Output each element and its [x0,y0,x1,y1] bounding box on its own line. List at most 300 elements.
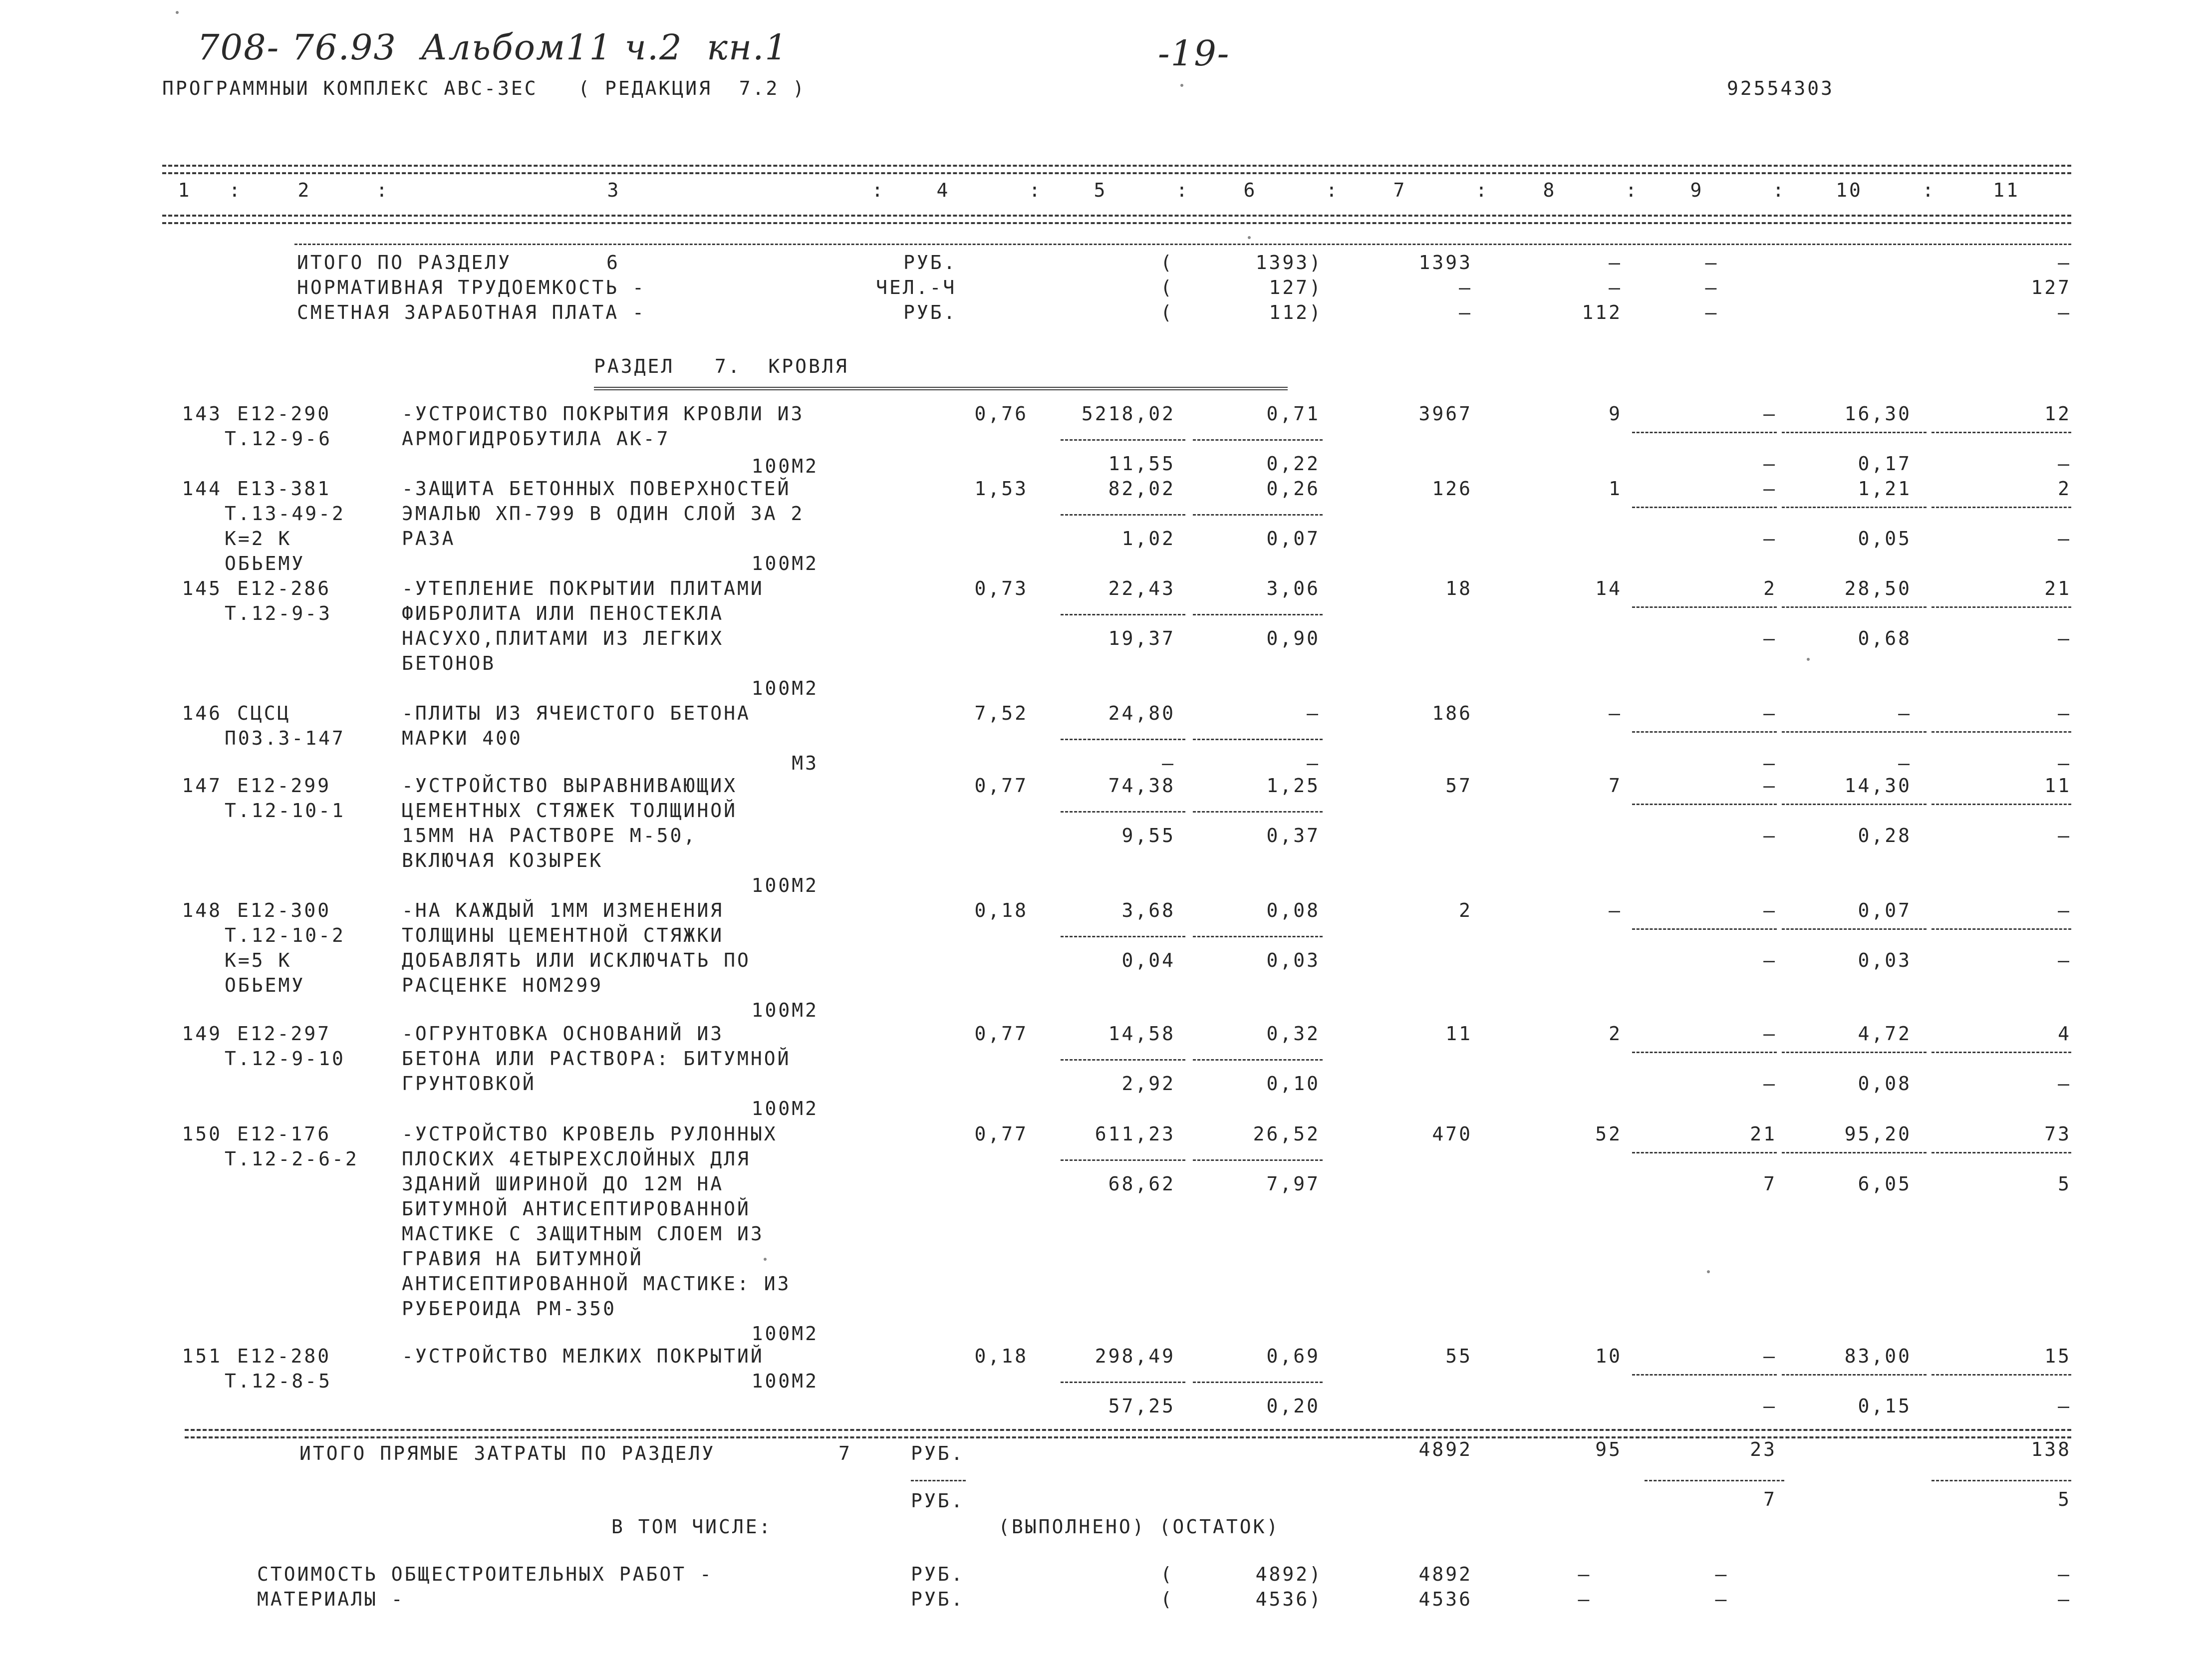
row-col5-total: 22,43 [1108,577,1175,599]
breakdown-col8: – [1578,1588,1592,1610]
column-separator: : [376,179,390,201]
header-rule-top [162,165,2071,167]
row-col7: 2 [1459,899,1472,921]
breakdown-col11: – [2058,1563,2071,1585]
row-code: Т.12-9-3 [225,602,332,624]
column-separator: : [1176,179,1190,201]
row-col11-wages: – [2058,528,2071,550]
scan-speck [764,1258,767,1261]
row-col10-wages: 0,17 [1858,453,1912,475]
scan-speck [1180,84,1183,87]
row-number: 148 [182,899,222,921]
row-unit: М3 [792,752,819,774]
column-number-8: 8 [1543,179,1557,201]
row-col5-wages: 1,02 [1121,528,1175,550]
row-description: ВКЛЮЧАЯ КОЗЫРЕК [402,849,603,871]
row-divider [1782,1374,1927,1376]
row-description: 15ММ НА РАСТВОРЕ М-50, [402,825,697,846]
row-number: 144 [182,478,222,500]
row-description: БЕТОНОВ [402,652,496,674]
totals-rule-top-2 [185,1436,2071,1438]
row-description: ТОЛЩИНЫ ЦЕМЕНТНОЙ СТЯЖКИ [402,924,724,946]
row-col6-wages: 0,20 [1266,1395,1320,1417]
column-separator: : [1475,179,1489,201]
row-code: Е12-280 [237,1345,331,1367]
direct-total-col7: 4892 [1418,1438,1472,1460]
row-description: -НА КАЖДЫЙ 1ММ ИЗМЕНЕНИЯ [402,899,724,921]
row-col11-wages: – [2058,627,2071,649]
row-divider [1061,614,1185,615]
row-col11-wages: – [2058,825,2071,846]
row-quantity: 0,76 [974,403,1028,425]
row-divider [1632,432,1777,433]
row-col5-total: 74,38 [1108,775,1175,797]
row-description: ГРАВИЯ НА БИТУМНОЙ [402,1248,643,1270]
header-rule-top-2 [162,172,2071,174]
column-number-10: 10 [1836,179,1863,201]
breakdown-col9: – [1715,1588,1729,1610]
row-description: ПЛОСКИХ 4ЕТЫРЕХСЛОЙНЫХ ДЛЯ [402,1148,751,1170]
row-description: ЗДАНИЙ ШИРИНОЙ ДО 12М НА [402,1173,724,1195]
row-divider [1061,739,1185,740]
row-col10-total: 0,07 [1858,899,1912,921]
row-description: -ЗАЩИТА БЕТОННЫХ ПОВЕРХНОСТЕЙ [402,478,791,500]
row-divider [1632,928,1777,930]
row-description: -УСТРОЙСТВО ВЫРАВНИВАЮЩИХ [402,775,737,797]
row-divider [1632,1052,1777,1053]
row-col10-total: 4,72 [1858,1023,1912,1045]
row-description: ГРУНТОВКОЙ [402,1073,536,1095]
row-description: -ОГРУНТОВКА ОСНОВАНИЙ ИЗ [402,1023,724,1045]
row-col11-total: 15 [2044,1345,2071,1367]
row-divider [1061,1159,1185,1161]
breakdown-col9: – [1715,1563,1729,1585]
row-col11-wages: 5 [2058,1173,2071,1195]
row-code: ОБЬЕМУ [225,553,305,574]
row-col5-total: 298,49 [1095,1345,1175,1367]
prev-total-col9: – [1705,301,1719,323]
row-col10-total: 16,30 [1844,403,1912,425]
row-description: -УСТРОИСТВО ПОКРЫТИЯ КРОВЛИ ИЗ [402,403,805,425]
row-col5-total: 3,68 [1121,899,1175,921]
row-divider [1061,811,1185,813]
row-col11-wages: – [2058,453,2071,475]
column-separator: : [1772,179,1786,201]
row-col11-total: 11 [2044,775,2071,797]
row-unit: 100М2 [751,874,819,896]
row-quantity: 0,18 [974,1345,1028,1367]
row-col7: 11 [1445,1023,1472,1045]
row-col5-wages: 9,55 [1121,825,1175,846]
row-divider [1932,731,2071,733]
row-divider [1782,1152,1927,1153]
row-code: ОБЬЕМУ [225,974,305,996]
row-code: СЦСЦ [237,702,291,724]
column-number-9: 9 [1690,179,1704,201]
prev-total-paren: ( [1160,301,1174,323]
row-number: 149 [182,1023,222,1045]
prev-total-col6: 112) [1269,301,1323,323]
prev-total-col6: 1393) [1255,252,1323,274]
scan-speck [176,11,179,14]
column-separator: : [871,179,885,201]
row-col9-wages: 7 [1763,1173,1777,1195]
row-description: ДОБАВЛЯТЬ ИЛИ ИСКЛЮЧАТЬ ПО [402,949,751,971]
column-separator: : [1326,179,1340,201]
row-description: РАСЦЕНКЕ НОМ299 [402,974,603,996]
unit-underline [911,1480,966,1481]
row-divider [1193,439,1323,441]
row-divider [1932,432,2071,433]
row-divider [1061,936,1185,937]
row-divider [1061,1382,1185,1383]
row-description: -ПЛИТЫ ИЗ ЯЧЕИСТОГО БЕТОНА [402,702,751,724]
row-code: Е13-381 [237,478,331,500]
row-col6-wages: 0,90 [1266,627,1320,649]
prev-total-paren: ( [1160,252,1174,274]
direct-total-section-number: 7 [838,1442,852,1464]
row-col10-wages: 0,05 [1858,528,1912,550]
prev-total-col11: – [2058,301,2071,323]
row-col6-total: 0,32 [1266,1023,1320,1045]
row-col5-wages: 11,55 [1108,453,1175,475]
breakdown-col6: 4892) [1255,1563,1323,1585]
row-code: П03.3-147 [225,727,345,749]
column-number-6: 6 [1243,179,1257,201]
row-unit: 100М2 [751,999,819,1021]
row-col6-total: 26,52 [1253,1123,1320,1145]
prev-total-col8: 112 [1582,301,1622,323]
header-rule-bottom [162,215,2071,217]
row-col6-total: 0,26 [1266,478,1320,500]
row-divider [1632,1374,1777,1376]
row-col6-wages: 0,22 [1266,453,1320,475]
row-col8: 7 [1609,775,1622,797]
prev-total-col11: – [2058,252,2071,274]
row-divider [1932,1052,2071,1053]
row-divider [1632,731,1777,733]
row-divider [1782,731,1927,733]
page-number: -19- [1158,33,1230,74]
row-col6-total: 0,69 [1266,1345,1320,1367]
column-separator: : [1625,179,1639,201]
row-divider [1782,928,1927,930]
row-number: 150 [182,1123,222,1145]
row-quantity: 0,73 [974,577,1028,599]
row-col5-wages: 57,25 [1108,1395,1175,1417]
row-col6-wages: 0,03 [1266,949,1320,971]
row-col7: 3967 [1418,403,1472,425]
row-quantity: 0,77 [974,775,1028,797]
column-number-3: 3 [607,179,621,201]
row-col5-total: 82,02 [1108,478,1175,500]
row-col11-wages: – [2058,1073,2071,1095]
including-label: В ТОМ ЧИСЛЕ: [611,1516,773,1538]
row-divider [1193,514,1323,516]
row-description: БЕТОНА ИЛИ РАСТВОРА: БИТУМНОЙ [402,1048,791,1070]
row-col10-total: – [1898,702,1912,724]
handwritten-album-note: 708- 76.93 Альбом11 ч.2 кн.1 [197,27,788,68]
scan-speck [1807,658,1810,661]
breakdown-col8: – [1578,1563,1592,1585]
row-divider [1193,1059,1323,1061]
row-number: 147 [182,775,222,797]
row-col9-total: – [1763,702,1777,724]
breakdown-unit: РУБ. [911,1588,965,1610]
column-number-7: 7 [1393,179,1407,201]
breakdown-paren: ( [1160,1588,1174,1610]
row-divider [1782,1052,1927,1053]
row-col5-wages: 2,92 [1121,1073,1175,1095]
row-divider [1932,606,2071,608]
row-description: ЦЕМЕНТНЫХ СТЯЖЕК ТОЛЩИНОЙ [402,800,737,822]
prev-total-col6: 127) [1269,277,1323,298]
row-unit: 100М2 [751,1323,819,1345]
row-code: Е12-299 [237,775,331,797]
row-col6-wages: 0,37 [1266,825,1320,846]
row-col11-wages: – [2058,1395,2071,1417]
totals-rule [294,244,2071,245]
row-col6-total: 3,06 [1266,577,1320,599]
row-divider [1782,804,1927,805]
row-divider [1632,1152,1777,1153]
column-number-11: 11 [1993,179,2020,201]
section-title-underline [594,387,1288,390]
row-divider [1932,1374,2071,1376]
row-col6-wages: – [1307,752,1320,774]
prev-total-col9: – [1705,277,1719,298]
row-col10-total: 1,21 [1858,478,1912,500]
header-rule-bottom-2 [162,222,2071,224]
prev-total-unit: РУБ. [903,301,957,323]
scan-speck [1707,1270,1710,1273]
row-divider [1932,928,2071,930]
row-col10-wages: 0,08 [1858,1073,1912,1095]
breakdown-col6: 4536) [1255,1588,1323,1610]
row-quantity: 0,18 [974,899,1028,921]
prev-total-col9: – [1705,252,1719,274]
prev-total-section-number: 6 [606,252,620,274]
row-col6-total: 0,71 [1266,403,1320,425]
row-unit: 100М2 [751,553,819,574]
direct-total-col8: 95 [1595,1438,1622,1460]
direct-total-label: ИТОГО ПРЯМЫЕ ЗАТРАТЫ ПО РАЗДЕЛУ [299,1442,716,1464]
prev-total-col8: – [1609,277,1622,298]
row-code: Т.12-10-1 [225,800,345,822]
breakdown-paren: ( [1160,1563,1174,1585]
row-col5-wages: 0,04 [1121,949,1175,971]
row-col9-total: 21 [1750,1123,1777,1145]
row-divider [1932,1152,2071,1153]
row-col9-wages: – [1763,453,1777,475]
row-number: 151 [182,1345,222,1367]
row-col8: 9 [1609,403,1622,425]
row-col11-total: 2 [2058,478,2071,500]
prev-total-unit: ЧЕЛ.-Ч [876,277,957,298]
row-description: АНТИСЕПТИРОВАННОЙ МАСТИКЕ: ИЗ [402,1273,791,1295]
prev-total-label: НОРМАТИВНАЯ ТРУДОЕМКОСТЬ - [297,277,646,298]
direct-total-unit: РУБ. [911,1442,965,1464]
row-unit: 100М2 [751,1098,819,1120]
row-col11-wages: – [2058,752,2071,774]
row-description: НАСУХО,ПЛИТАМИ ИЗ ЛЕГКИХ [402,627,724,649]
column-separator: : [1922,179,1936,201]
row-col10-total: 83,00 [1844,1345,1912,1367]
row-description: БИТУМНОЙ АНТИСЕПТИРОВАННОЙ [402,1198,751,1220]
prev-total-label: ИТОГО ПО РАЗДЕЛУ [297,252,512,274]
row-col10-wages: 0,03 [1858,949,1912,971]
column-number-1: 1 [178,179,192,201]
row-quantity: 0,77 [974,1123,1028,1145]
row-col9-total: – [1763,1023,1777,1045]
row-col11-wages: – [2058,949,2071,971]
row-col10-wages: 0,28 [1858,825,1912,846]
row-col5-total: 14,58 [1108,1023,1175,1045]
row-code: К=2 К [225,528,292,550]
row-col8: 52 [1595,1123,1622,1145]
row-code: Е12-297 [237,1023,331,1045]
breakdown-col11: – [2058,1588,2071,1610]
prev-total-label: СМЕТНАЯ ЗАРАБОТНАЯ ПЛАТА - [297,301,646,323]
row-col10-total: 14,30 [1844,775,1912,797]
row-col6-wages: 0,10 [1266,1073,1320,1095]
column-number-4: 4 [936,179,950,201]
row-divider [1061,439,1185,441]
row-code: Т.12-9-10 [225,1048,345,1070]
prev-total-col7: – [1459,277,1472,298]
breakdown-col7: 4892 [1418,1563,1472,1585]
row-divider [1632,606,1777,608]
col11-underline [1932,1480,2071,1481]
row-code: Е12-286 [237,577,331,599]
row-col6-wages: 0,07 [1266,528,1320,550]
prev-total-paren: ( [1160,277,1174,298]
row-description: АРМОГИДРОБУТИЛА АК-7 [402,428,670,450]
row-description: РУБЕРОИДА РМ-350 [402,1298,617,1320]
row-number: 146 [182,702,222,724]
row-col10-total: 28,50 [1844,577,1912,599]
row-col8: 1 [1609,478,1622,500]
prev-total-col11: 127 [2031,277,2071,298]
row-col8: 10 [1595,1345,1622,1367]
section-title: РАЗДЕЛ 7. КРОВЛЯ [594,355,849,377]
program-line: ПРОГРАММНЫИ КОМПЛЕКС АВС-3ЕС ( РЕДАКЦИЯ 7.2 ) [162,77,807,99]
row-col6-wages: 7,97 [1266,1173,1320,1195]
row-quantity: 7,52 [974,702,1028,724]
row-divider [1193,1159,1323,1161]
row-col10-wages: 0,68 [1858,627,1912,649]
row-col10-total: 95,20 [1844,1123,1912,1145]
row-col9-wages: – [1763,1395,1777,1417]
row-col9-wages: – [1763,1073,1777,1095]
prev-total-col7: 1393 [1418,252,1472,274]
row-col7: 57 [1445,775,1472,797]
scan-speck [1248,236,1251,239]
row-code: Т.12-8-5 [225,1370,332,1392]
row-divider [1193,1382,1323,1383]
document-code: 92554303 [1727,77,1835,99]
row-description: ЭМАЛЬЮ ХП-799 В ОДИН СЛОЙ ЗА 2 [402,503,805,525]
row-code: Т.12-10-2 [225,924,345,946]
row-col11-total: – [2058,702,2071,724]
row-col8: 14 [1595,577,1622,599]
row-quantity: 1,53 [974,478,1028,500]
row-col5-wages: – [1162,752,1175,774]
prev-total-unit: РУБ. [903,252,957,274]
row-description: -УТЕПЛЕНИЕ ПОКРЫТИИ ПЛИТАМИ [402,577,764,599]
row-col6-total: 0,08 [1266,899,1320,921]
row-col7: 186 [1432,702,1472,724]
row-col9-total: – [1763,775,1777,797]
row-description: -УСТРОЙСТВО МЕЛКИХ ПОКРЫТИЙ [402,1345,764,1367]
breakdown-label: МАТЕРИАЛЫ - [257,1588,405,1610]
row-col9-total: – [1763,1345,1777,1367]
row-divider [1193,739,1323,740]
row-code: К=5 К [225,949,292,971]
row-description: МАСТИКЕ С ЗАЩИТНЫМ СЛОЕМ ИЗ [402,1223,764,1245]
row-col11-total: 21 [2044,577,2071,599]
column-separator: : [1029,179,1043,201]
breakdown-col7: 4536 [1418,1588,1472,1610]
row-code: Е12-300 [237,899,331,921]
row-unit: 100М2 [751,455,819,477]
row-col11-total: 73 [2044,1123,2071,1145]
row-col9-total: 2 [1763,577,1777,599]
row-col6-total: 1,25 [1266,775,1320,797]
row-col5-wages: 19,37 [1108,627,1175,649]
row-divider [1932,804,2071,805]
row-col9-total: – [1763,899,1777,921]
row-divider [1782,606,1927,608]
row-col11-total: – [2058,899,2071,921]
row-code: Е12-290 [237,403,331,425]
row-description: РАЗА [402,528,456,550]
direct-total-col11-b: 5 [2058,1488,2071,1510]
row-col9-total: – [1763,478,1777,500]
prev-total-col8: – [1609,252,1622,274]
totals-rule-top [185,1429,2071,1431]
row-col7: 126 [1432,478,1472,500]
direct-total-unit-2: РУБ. [911,1490,965,1512]
row-code: Е12-176 [237,1123,331,1145]
row-col10-wages: – [1898,752,1912,774]
row-number: 145 [182,577,222,599]
row-col8: – [1609,702,1622,724]
direct-total-col9-b: 7 [1763,1488,1777,1510]
row-col5-total: 24,80 [1108,702,1175,724]
column-number-5: 5 [1094,179,1107,201]
row-col9-total: – [1763,403,1777,425]
row-divider [1782,507,1927,508]
row-col5-total: 611,23 [1095,1123,1175,1145]
done-remaining-note: (ВЫПОЛНЕНО) (ОСТАТОК) [998,1516,1280,1538]
row-divider [1061,514,1185,516]
row-quantity: 0,77 [974,1023,1028,1045]
row-description: МАРКИ 400 [402,727,523,749]
row-divider [1193,811,1323,813]
prev-total-col7: – [1459,301,1472,323]
row-col6-total: – [1307,702,1320,724]
row-col5-total: 5218,02 [1081,403,1175,425]
col9-underline [1645,1480,1784,1481]
row-col9-wages: – [1763,825,1777,846]
direct-total-col9-a: 23 [1750,1438,1777,1460]
row-col11-total: 4 [2058,1023,2071,1045]
row-col5-wages: 68,62 [1108,1173,1175,1195]
column-number-2: 2 [297,179,311,201]
row-col9-wages: – [1763,627,1777,649]
row-unit: 100М2 [751,677,819,699]
